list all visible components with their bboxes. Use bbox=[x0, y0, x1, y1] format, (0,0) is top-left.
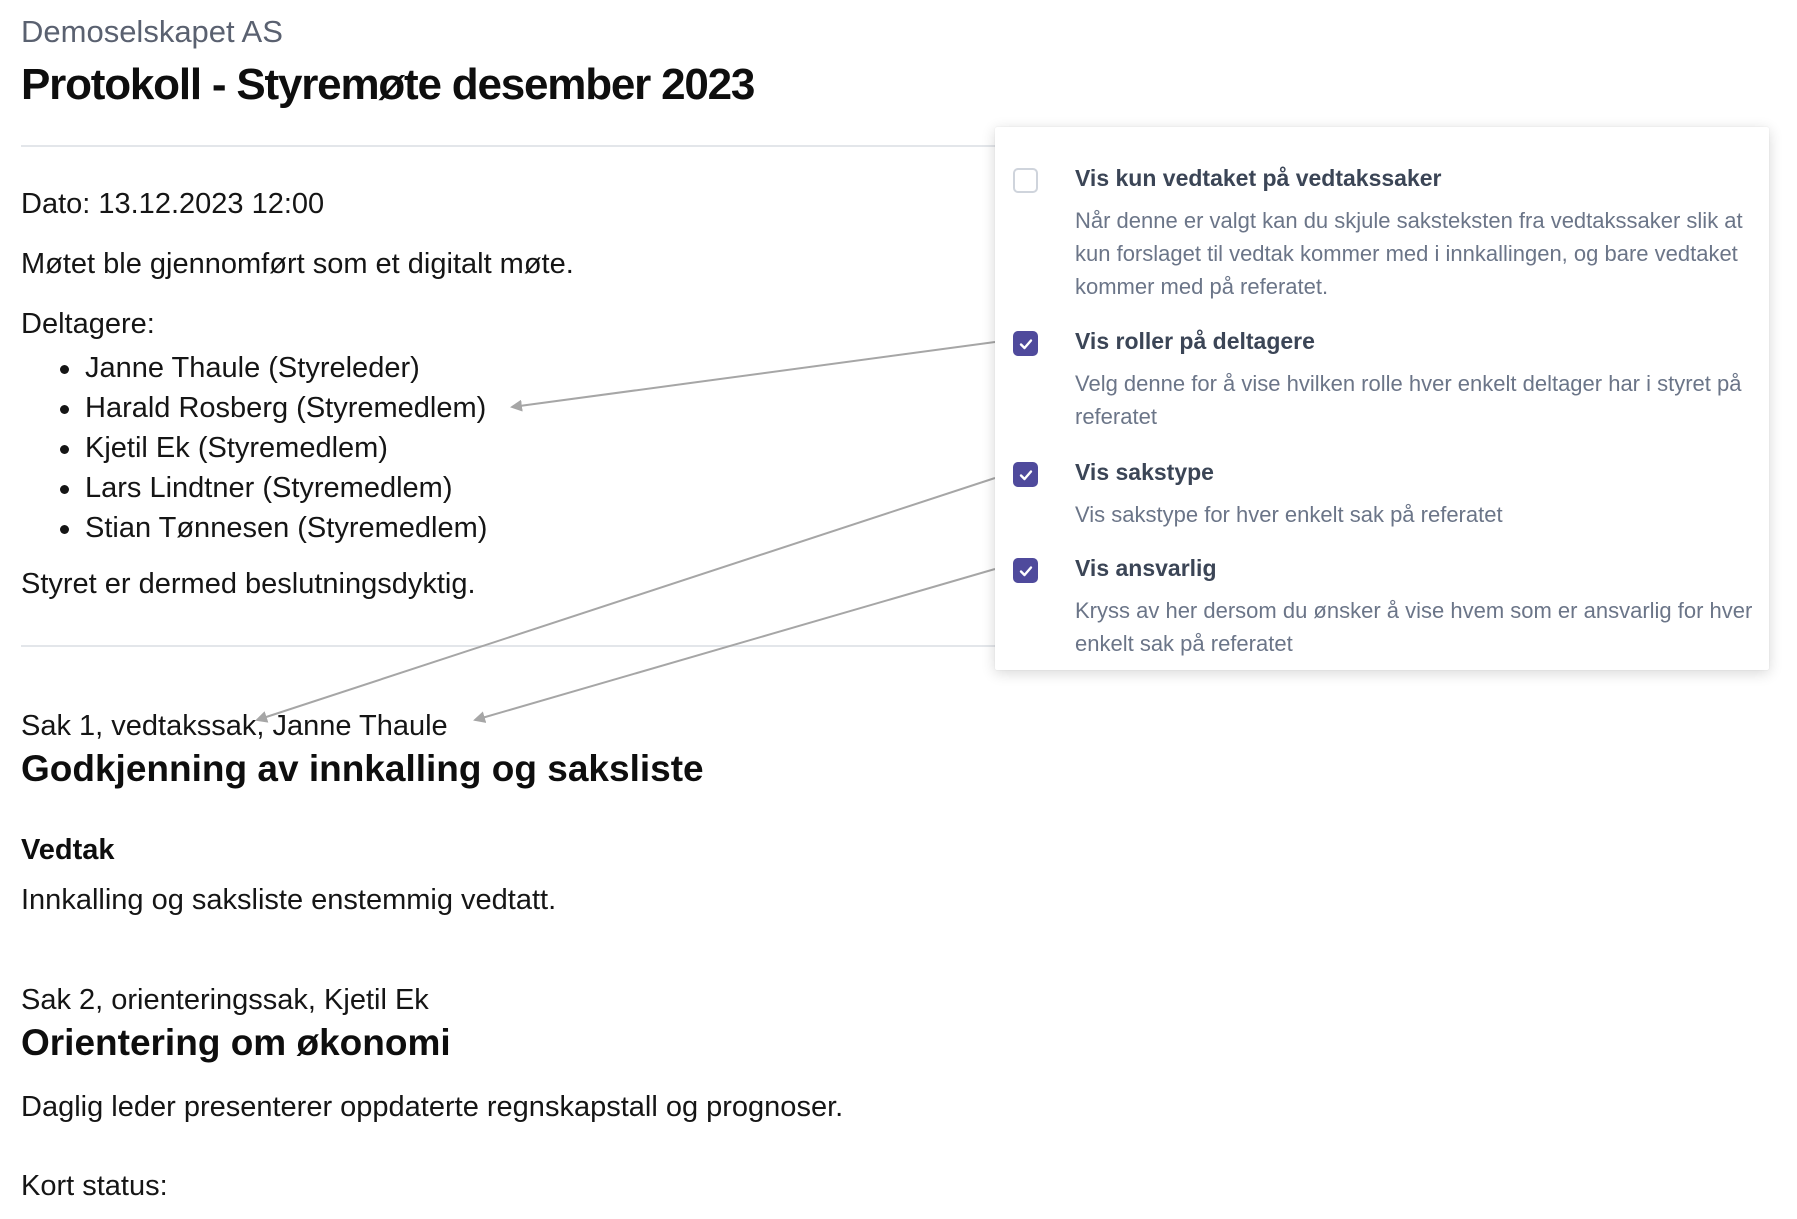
item-body: Daglig leder presenterer oppdaterte regnskapstall og prognoser. bbox=[21, 1091, 844, 1123]
decision-text: Innkalling og saksliste enstemmig vedtatt. bbox=[21, 884, 557, 916]
option-description: Når denne er valgt kan du skjule saksteksten fra vedtakssaker slik at kun forslaget til vedtak kommer med i innkallingen, og bare vedtaket kommer med på referatet. bbox=[1075, 208, 1743, 299]
arrow-icon bbox=[257, 478, 995, 720]
item-title: Godkjenning av innkalling og saksliste bbox=[21, 748, 704, 789]
option-description: Vis sakstype for hver enkelt sak på referatet bbox=[1075, 502, 1503, 527]
checkmark-icon bbox=[1018, 336, 1034, 352]
meeting-date: Dato: 13.12.2023 12:00 bbox=[21, 188, 325, 220]
company-name: Demoselskapet AS bbox=[21, 14, 283, 49]
item-meta: Sak 2, orienteringssak, Kjetil Ek bbox=[21, 984, 429, 1016]
meeting-format: Møtet ble gjennomført som et digitalt møte. bbox=[21, 248, 574, 280]
option-label: Vis ansvarlig bbox=[1075, 555, 1217, 581]
participant-name: Janne Thaule (Styreleder) bbox=[85, 352, 420, 384]
item-title: Orientering om økonomi bbox=[21, 1022, 451, 1063]
participant-name: Kjetil Ek (Styremedlem) bbox=[85, 432, 388, 464]
decision-heading: Vedtak bbox=[21, 834, 115, 866]
quorum-statement: Styret er dermed beslutningsdyktig. bbox=[21, 568, 476, 600]
arrow-icon bbox=[475, 569, 995, 720]
status-heading: Kort status: bbox=[21, 1170, 168, 1202]
option-description: Velg denne for å vise hvilken rolle hver enkelt deltager har i styret på referatet bbox=[1075, 371, 1742, 429]
option-show-decision-only[interactable] bbox=[1013, 165, 1755, 299]
option-label: Vis sakstype bbox=[1075, 459, 1214, 485]
checkmark-icon bbox=[1018, 467, 1034, 483]
option-show-responsible[interactable] bbox=[1013, 555, 1755, 655]
option-show-roles[interactable] bbox=[1013, 328, 1755, 428]
option-label: Vis roller på deltagere bbox=[1075, 328, 1315, 354]
item-meta: Sak 1, vedtakssak, Janne Thaule bbox=[21, 710, 448, 742]
participant-name: Lars Lindtner (Styremedlem) bbox=[85, 472, 453, 504]
option-label: Vis kun vedtaket på vedtakssaker bbox=[1075, 165, 1442, 191]
participant-name: Stian Tønnesen (Styremedlem) bbox=[85, 512, 488, 544]
checkbox-checked[interactable] bbox=[1013, 558, 1038, 583]
option-description: Kryss av her dersom du ønsker å vise hvem som er ansvarlig for hver enkelt sak på referatet bbox=[1075, 598, 1753, 656]
participant-name: Harald Rosberg (Styremedlem) bbox=[85, 392, 487, 424]
arrow-icon bbox=[512, 342, 995, 407]
protocol-settings-panel bbox=[995, 127, 1769, 670]
page-title: Protokoll - Styremøte desember 2023 bbox=[21, 60, 755, 109]
checkbox-checked[interactable] bbox=[1013, 462, 1038, 487]
checkbox-checked[interactable] bbox=[1013, 331, 1038, 356]
option-show-case-type[interactable] bbox=[1013, 459, 1755, 529]
checkmark-icon bbox=[1018, 563, 1034, 579]
checkbox-unchecked[interactable] bbox=[1013, 168, 1038, 193]
participants-heading: Deltagere: bbox=[21, 308, 155, 340]
